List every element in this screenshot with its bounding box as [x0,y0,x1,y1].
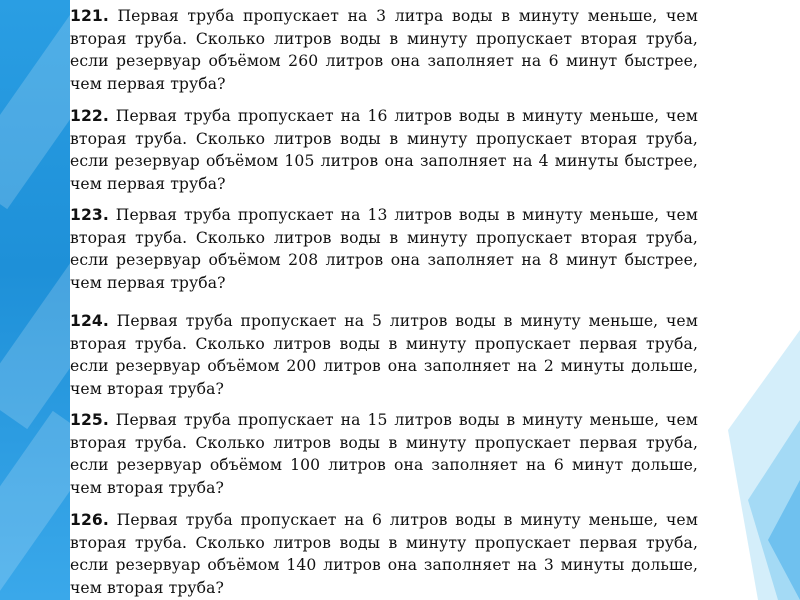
problem-text: Первая труба пропускает на 3 литра воды в минуту меньше, чем вторая труба. Сколько литров воды в минуту пропускает вторая труба, если резервуар объёмом 260 литров она заполняет на 6 минут быстрее, чем первая труба? [70,7,698,93]
left-decorative-panel [0,0,70,600]
problem-number: 125. [70,411,109,429]
light-streak [0,411,70,600]
problem-text: Первая труба пропускает на 5 литров воды в минуту меньше, чем вторая труба. Сколько литров воды в минуту пропускает первая труба, если резервуар объёмом 200 литров она заполняет на 2 минуты дольше, чем вторая труба? [70,312,698,398]
problem-122 [70,105,698,195]
light-streak [0,231,70,429]
problem-126 [70,509,698,599]
problem-text: Первая труба пропускает на 13 литров воды в минуту меньше, чем вторая труба. Сколько литров воды в минуту пропускает вторая труба, если резервуар объёмом 208 литров она заполняет на 8 минут быстрее, чем первая труба? [70,206,698,292]
problem-123 [70,204,698,294]
problem-124 [70,310,698,400]
problem-number: 122. [70,107,109,125]
decorative-shards [698,0,800,600]
problem-text: Первая труба пропускает на 16 литров воды в минуту меньше, чем вторая труба. Сколько литров воды в минуту пропускает вторая труба, если резервуар объёмом 105 литров она заполняет на 4 минуты быстрее, чем первая труба? [70,107,698,193]
problem-text: Первая труба пропускает на 15 литров воды в минуту меньше, чем вторая труба. Сколько литров воды в минуту пропускает первая труба, если резервуар объёмом 100 литров она заполняет на 6 минут дольше, чем вторая труба? [70,411,698,497]
right-decorative-panel [698,0,800,600]
problem-number: 121. [70,7,109,25]
problem-number: 126. [70,511,109,529]
problem-125 [70,409,698,499]
problem-121 [70,5,698,95]
problem-text: Первая труба пропускает на 6 литров воды в минуту меньше, чем вторая труба. Сколько литров воды в минуту пропускает первая труба, если резервуар объёмом 140 литров она заполняет на 3 минуты дольше, чем вторая труба? [70,511,698,597]
light-streak [0,11,70,209]
problem-number: 124. [70,312,109,330]
problem-number: 123. [70,206,109,224]
